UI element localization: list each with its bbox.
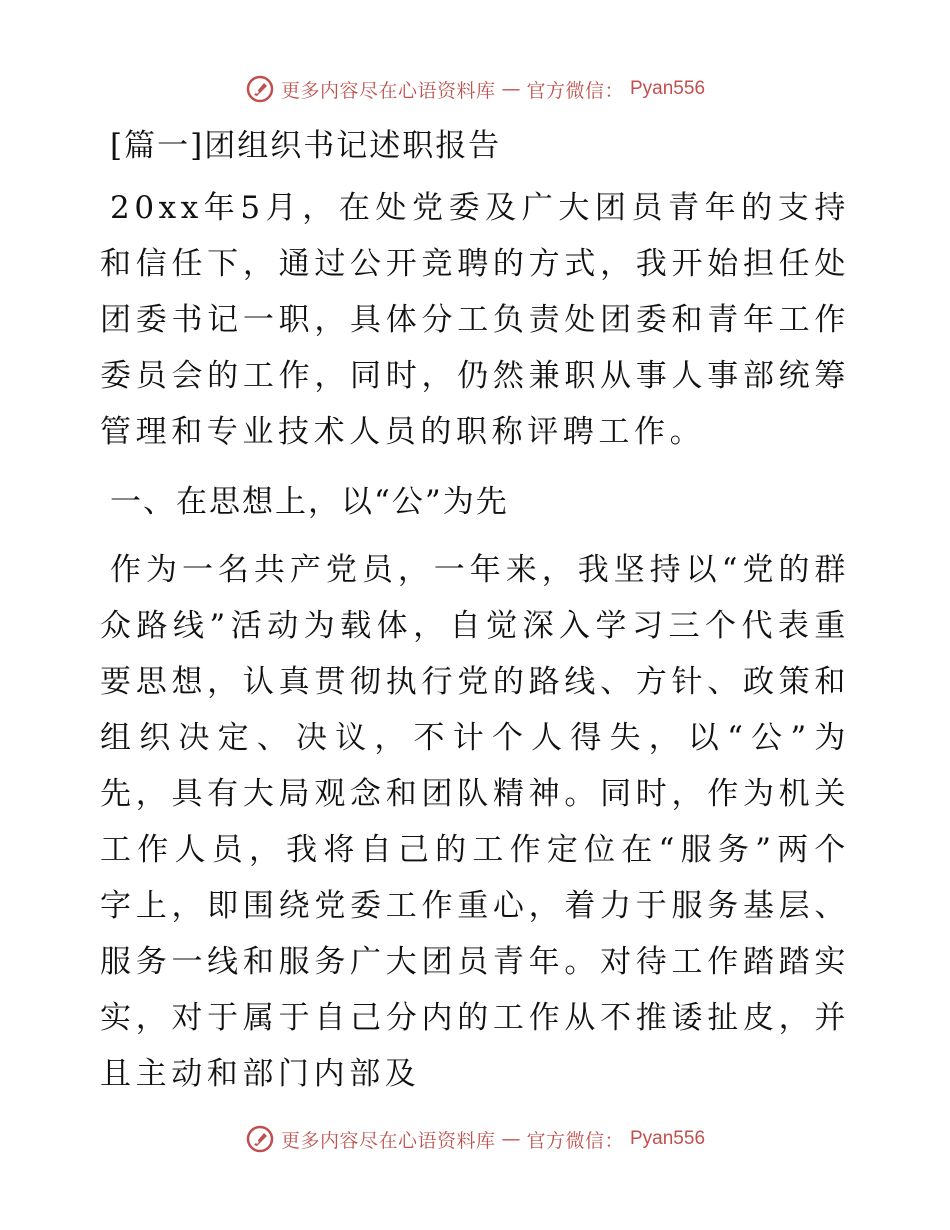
watermark-text: 更多内容尽在心语资料库 <box>280 1129 496 1152</box>
header-watermark <box>0 74 950 104</box>
watermark-id: Pyan556 <box>630 1128 706 1149</box>
watermark-separator: — <box>501 78 521 100</box>
watermark-separator: — <box>501 1128 521 1150</box>
watermark-contact: 官方微信： <box>526 79 624 102</box>
paragraph-thought: 作为一名共产党员，一年来，我坚持以“党的群众路线”活动为载体，自觉深入学习三个代表重要思想，认真贯彻执行党的路线、方针、政策和组织决定、决议，不计个人得失，以“公”为先，具有大局观念和团队精神。同时，作为机关工作人员，我将自己的工作定位在“服务”两个字上，即围绕党委工作重心，着力于服务基层、服务一线和服务广大团员青年。对待工作踏踏实实，对于属于自己分内的工作从不推诿扯皮，并且主动和部门内部及 <box>100 552 850 1092</box>
document-title: [篇一]团组织书记述职报告 <box>110 128 502 164</box>
section-heading: 一、在思想上，以“公”为先 <box>110 484 509 520</box>
watermark-id: Pyan556 <box>630 78 706 99</box>
pen-nib-logo-icon <box>245 1124 275 1154</box>
watermark-contact: 官方微信： <box>526 1129 624 1152</box>
footer-watermark <box>0 1124 950 1154</box>
document-body <box>100 118 850 1102</box>
paragraph-intro: 20xx年5月，在处党委及广大团员青年的支持和信任下，通过公开竞聘的方式，我开始担任处团委书记一职，具体分工负责处团委和青年工作委员会的工作，同时，仍然兼职从事人事部统筹管理和专业技术人员的职称评聘工作。 <box>100 190 850 450</box>
pen-nib-logo-icon <box>245 74 275 104</box>
watermark-text: 更多内容尽在心语资料库 <box>280 79 496 102</box>
